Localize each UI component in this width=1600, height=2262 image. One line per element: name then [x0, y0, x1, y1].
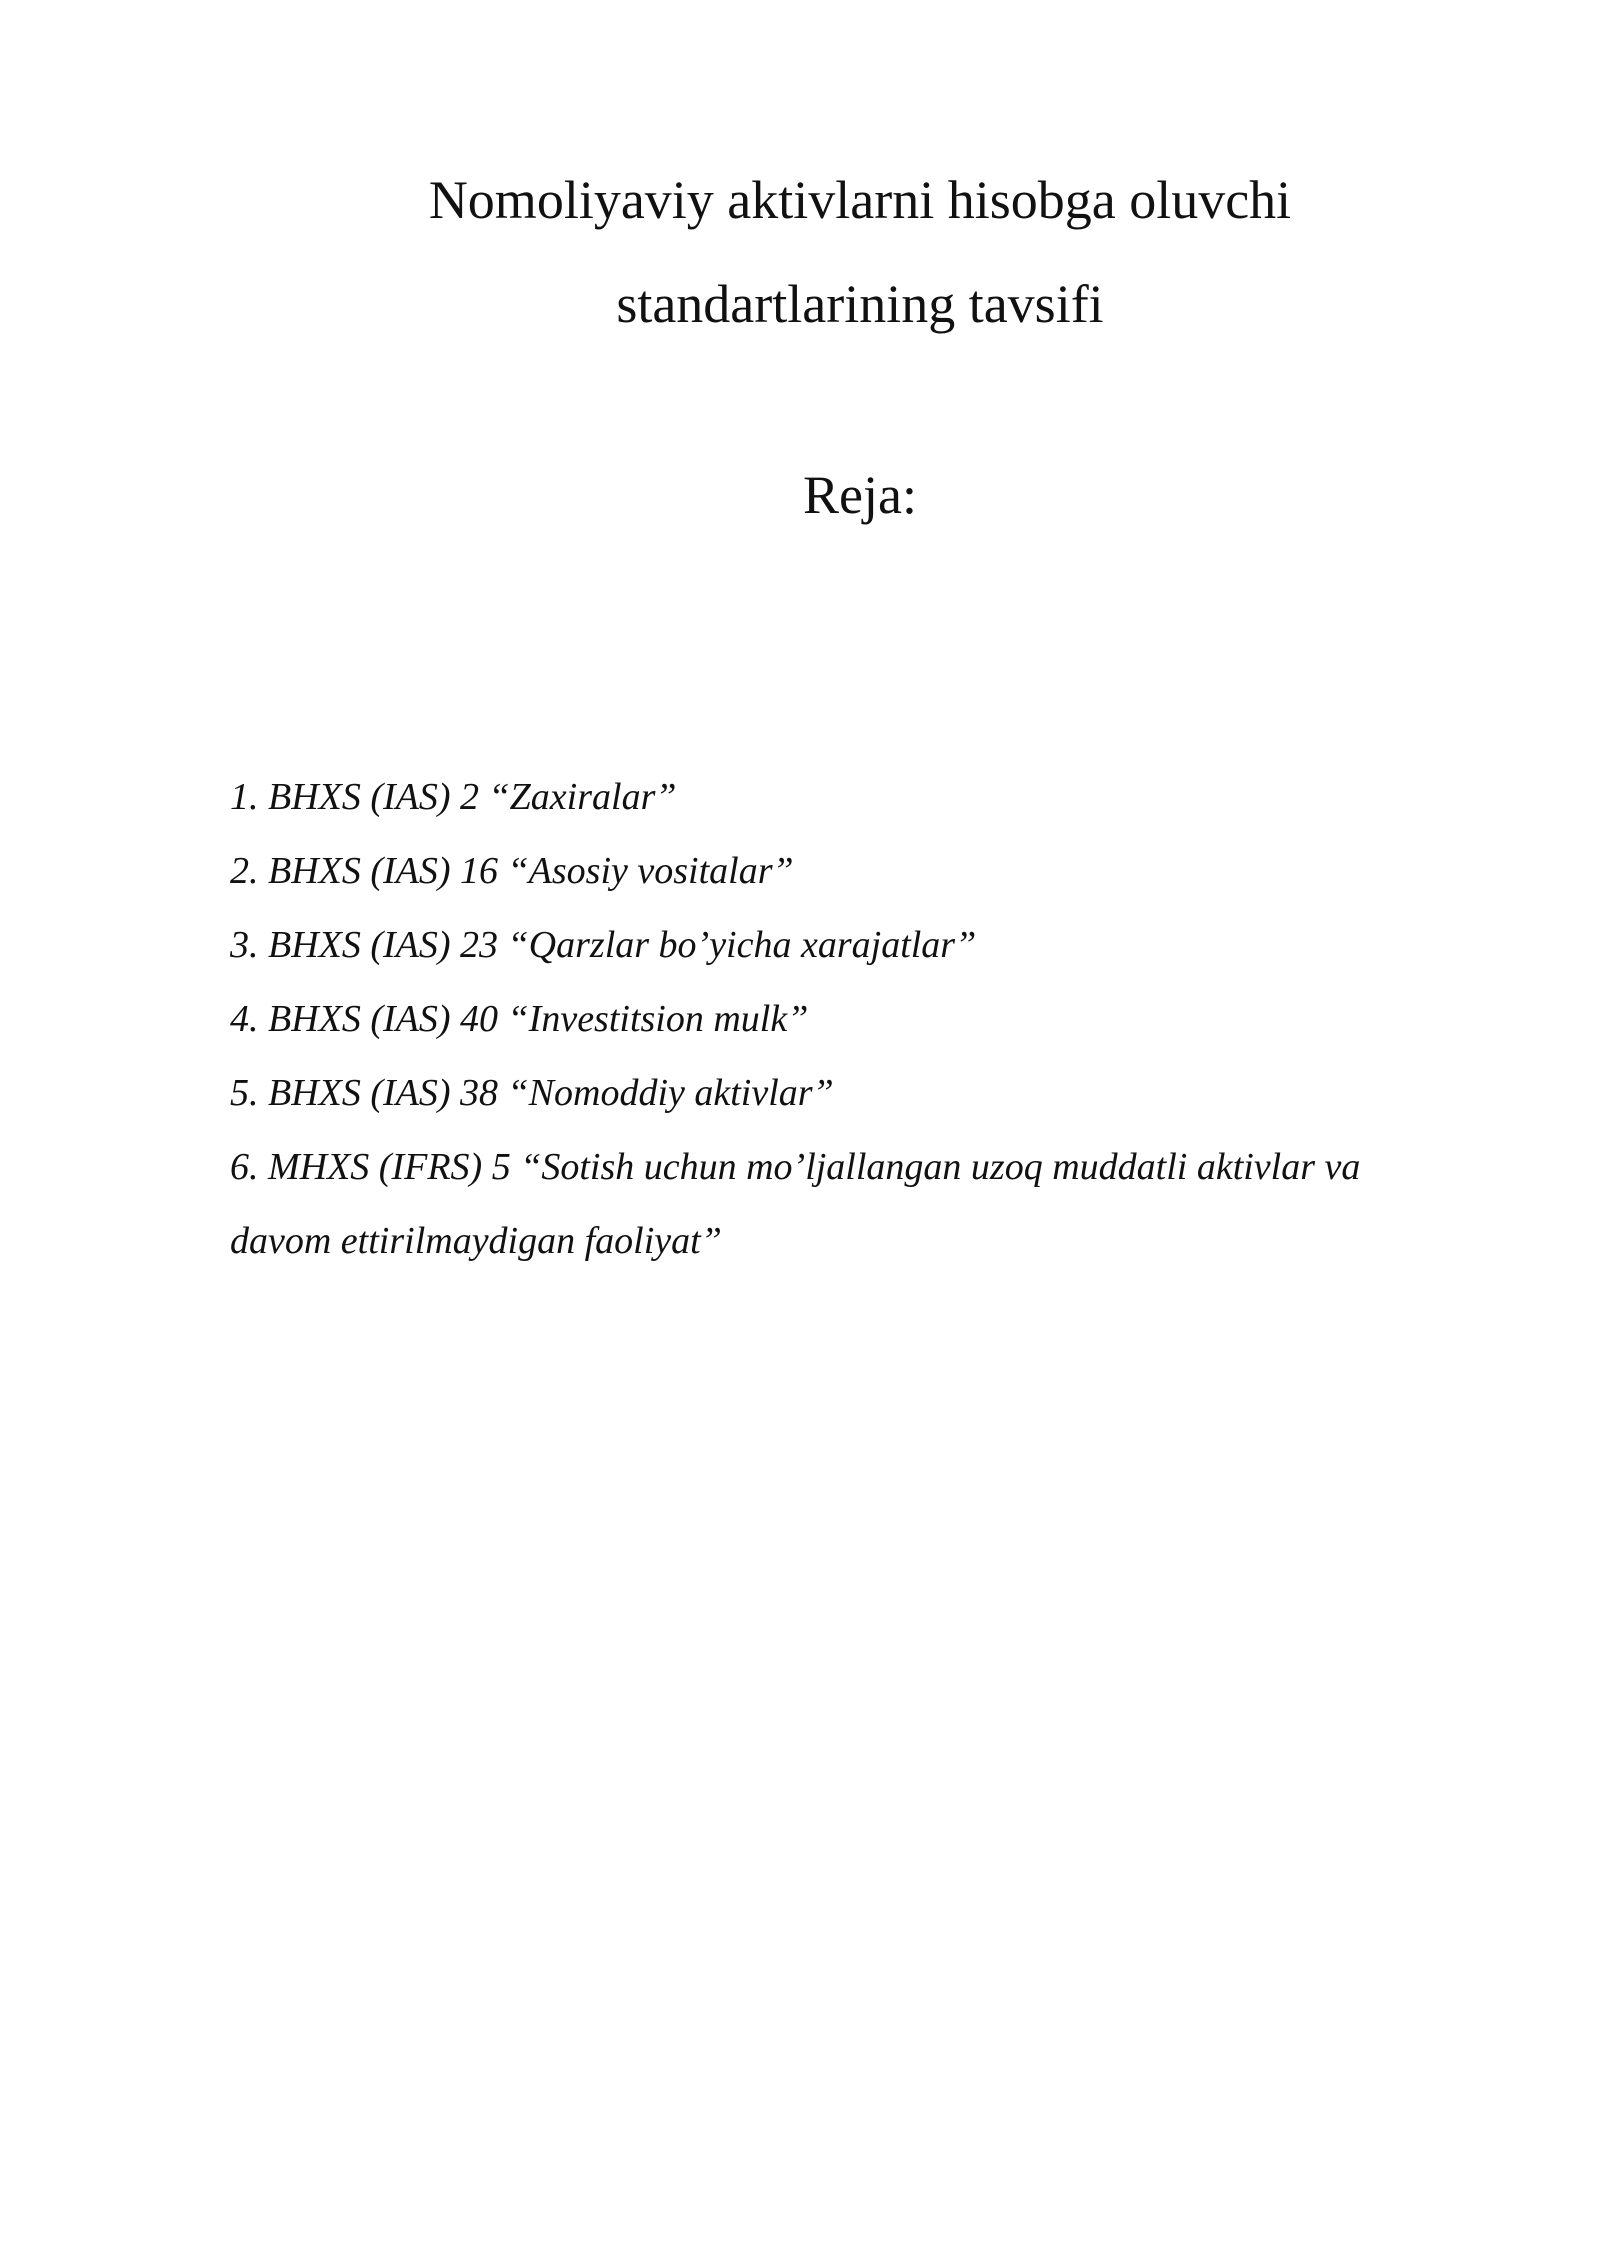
document-title [0, 148, 1600, 356]
plan-item-5: 5. BHXS (IAS) 38 “Nomoddiy aktivlar” [230, 1072, 834, 1114]
plan-item-4: 4. BHXS (IAS) 40 “Investitsion mulk” [230, 998, 809, 1040]
plan-heading: Reja: [803, 465, 917, 525]
plan-list [230, 760, 1470, 1278]
title-line-2: standartlarining tavsifi [616, 274, 1104, 334]
plan-item-1: 1. BHXS (IAS) 2 “Zaxiralar” [230, 776, 677, 818]
plan-item-6: 6. MHXS (IFRS) 5 “Sotish uchun mo’ljallangan uzoq muddatli aktivlar va davom ettirilmaydigan faoliyat” [230, 1146, 1361, 1262]
plan-item-3: 3. BHXS (IAS) 23 “Qarzlar bo’yicha xarajatlar” [230, 924, 977, 966]
plan-item-2: 2. BHXS (IAS) 16 “Asosiy vositalar” [230, 850, 794, 892]
title-line-1: Nomoliyaviy aktivlarni hisobga oluvchi [428, 170, 1292, 230]
